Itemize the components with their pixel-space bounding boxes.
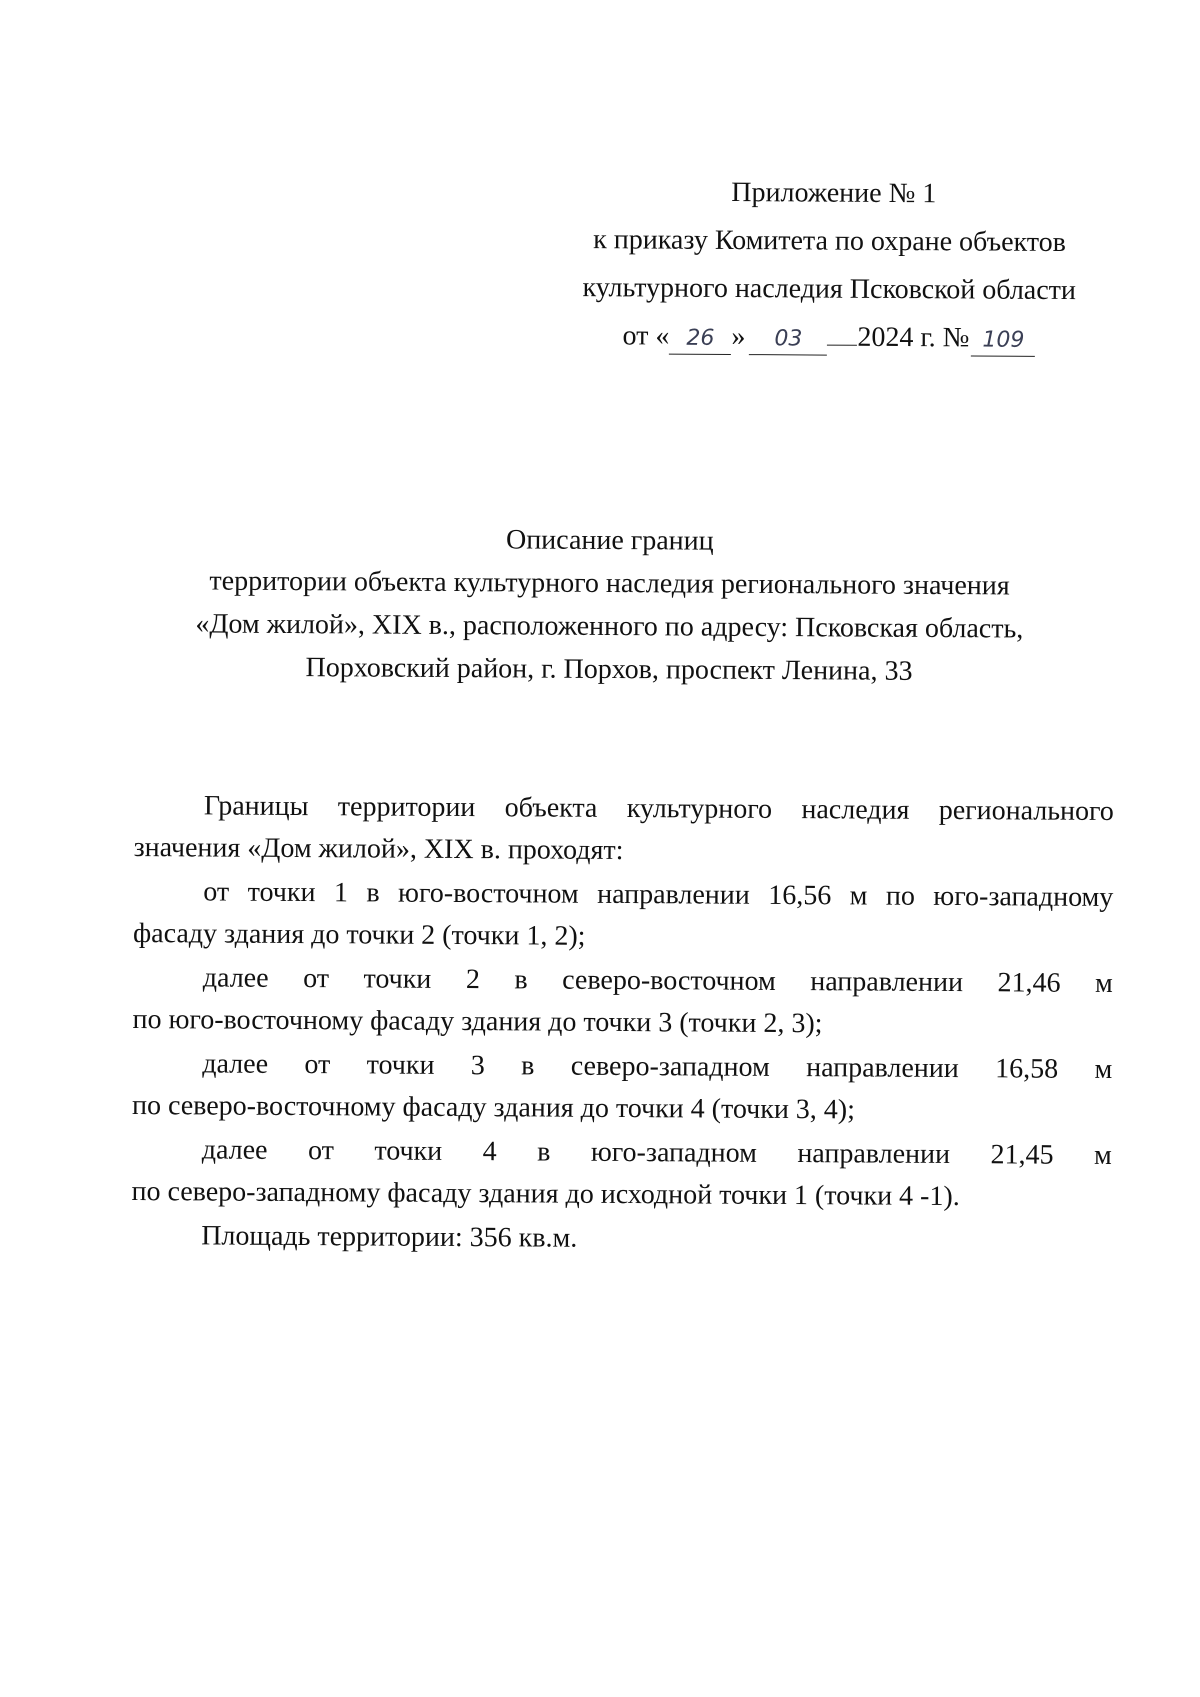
- appendix-header: [569, 168, 1090, 363]
- segment-2-paragraph: [132, 957, 1112, 1047]
- document-body: [131, 785, 1114, 1265]
- date-year-text: 2024 г. №: [857, 321, 970, 354]
- date-quote-close: »: [731, 320, 746, 353]
- appendix-date-line: [569, 312, 1089, 363]
- intro-paragraph: [133, 785, 1113, 875]
- date-underline: [827, 343, 857, 346]
- handwritten-order-number: 109: [971, 325, 1035, 356]
- heading-line-4: Порховский район, г. Порхов, проспект Ленина, 33: [305, 652, 913, 687]
- heading-line-2: территории объекта культурного наследия регионального значения: [209, 565, 1010, 602]
- handwritten-month: 03: [749, 324, 827, 355]
- date-prefix: от «: [622, 320, 670, 352]
- intro-line-1: Границы территории объекта культурного наследия регионального: [203, 790, 1114, 827]
- heading-line-1: Описание границ: [505, 524, 714, 557]
- segment-4-paragraph: [131, 1129, 1111, 1219]
- segment-2-line-1: далее от точки 2 в северо-восточном направлении 21,46 м: [202, 962, 1113, 999]
- segment-1-paragraph: [133, 871, 1113, 961]
- segment-2-line-2: по юго-восточному фасаду здания до точки 3 (точки 2, 3);: [132, 1003, 823, 1040]
- segment-4-line-2: по северо-западному фасаду здания до исходной точки 1 (точки 4 -1).: [131, 1175, 960, 1213]
- document-heading: [119, 516, 1100, 694]
- segment-4-line-1: далее от точки 4 в юго-западном направлении 21,45 м: [201, 1134, 1112, 1171]
- appendix-title: Приложение № 1: [731, 176, 937, 210]
- segment-1-line-1: от точки 1 в юго-восточном направлении 16,56 м по юго-западному: [203, 876, 1114, 913]
- intro-line-2: значения «Дом жилой», XIX в. проходят:: [133, 831, 624, 866]
- segment-1-line-2: фасаду здания до точки 2 (точки 1, 2);: [132, 917, 586, 952]
- segment-3-line-2: по северо-восточному фасаду здания до точки 4 (точки 3, 4);: [131, 1089, 856, 1126]
- appendix-order-line: к приказу Комитета по охране объектов: [593, 224, 1066, 259]
- handwritten-day: 26: [669, 324, 731, 355]
- segment-3-line-1: далее от точки 3 в северо-западном направлении 16,58 м: [202, 1048, 1113, 1085]
- area-paragraph: Площадь территории: 356 кв.м.: [201, 1220, 578, 1254]
- segment-3-paragraph: [132, 1043, 1112, 1133]
- appendix-committee-line: культурного наследия Псковской области: [582, 272, 1077, 307]
- heading-line-3: «Дом жилой», XIX в., расположенного по адресу: Псковская область,: [195, 608, 1024, 645]
